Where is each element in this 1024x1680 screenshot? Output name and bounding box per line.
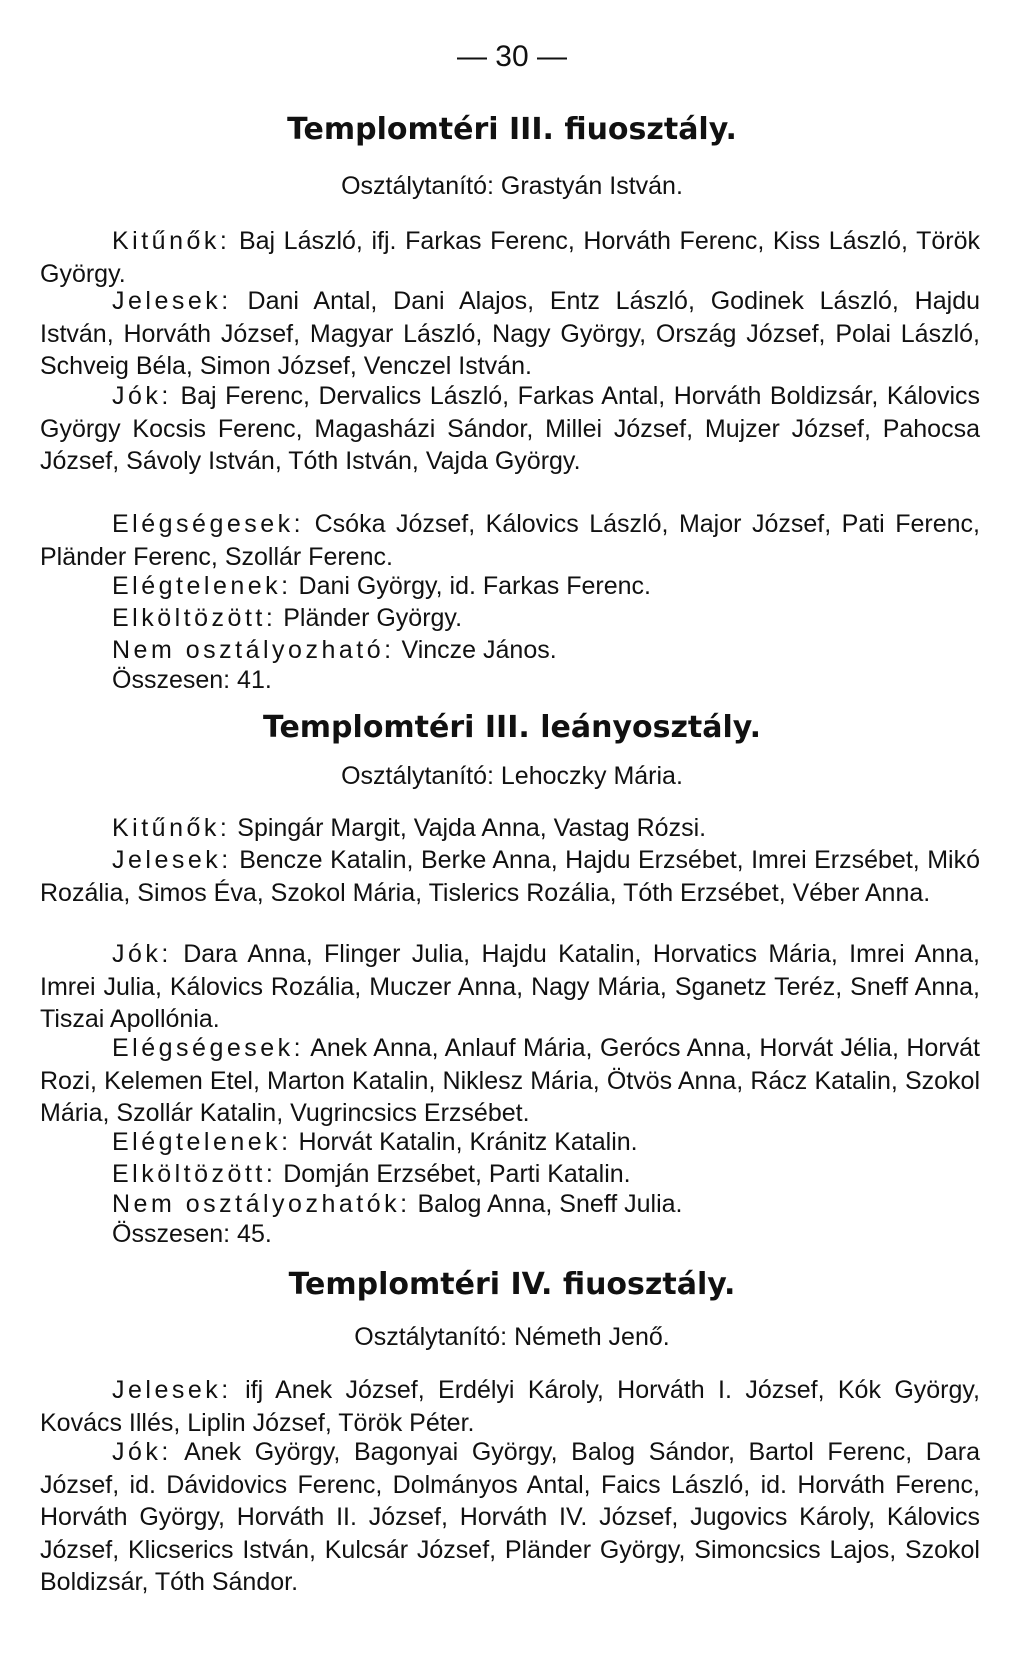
name-list: Spingár Margit, Vajda Anna, Vastag Rózsi. xyxy=(230,814,707,842)
category-label: Kitűnők: xyxy=(112,814,231,842)
page-number: — 30 — xyxy=(456,40,568,73)
category-label: Elégtelenek: xyxy=(112,1128,292,1156)
teacher-line: Osztálytanító: Lehoczky Mária. xyxy=(341,762,683,790)
section-title: Templomtéri III. fiuosztály. xyxy=(287,112,737,147)
name-list: Baj Ferenc, Dervalics László, Farkas Antal, Horváth Boldizsár, Kálovics György Kocsis Ferenc, Magasházi Sándor, Millei József, Mujzer József, Pahocsa József, Sávoly István, Tóth István, Vajda György. xyxy=(40,382,980,475)
name-list: Összesen: 41. xyxy=(112,666,272,694)
teacher-line: Osztálytanító: Grastyán István. xyxy=(341,172,683,200)
category-label: Jelesek: xyxy=(112,1376,232,1404)
paragraph xyxy=(40,602,980,635)
category-label: Jók: xyxy=(112,940,172,968)
teacher-line: Osztálytanító: Németh Jenő. xyxy=(354,1323,670,1351)
paragraph xyxy=(40,1374,980,1439)
category-label: Elégségesek: xyxy=(112,1034,305,1062)
paragraph xyxy=(40,1436,980,1599)
category-label: Jók: xyxy=(112,1438,172,1466)
name-list: Pländer György. xyxy=(276,604,463,632)
name-list: Balog Anna, Sneff Julia. xyxy=(410,1190,683,1218)
category-label: Elégségesek: xyxy=(112,510,305,538)
total-line xyxy=(40,664,980,697)
total-line xyxy=(40,1218,980,1251)
paragraph xyxy=(40,1032,980,1130)
name-list: Bencze Katalin, Berke Anna, Hajdu Erzsébet, Imrei Erzsébet, Mikó Rozália, Simos Éva, Szokol Mária, Tislerics Rozália, Tóth Erzsébet, Véber Anna. xyxy=(40,846,980,907)
category-label: Elégtelenek: xyxy=(112,572,292,600)
category-label: Jók: xyxy=(112,382,172,410)
paragraph xyxy=(40,1126,980,1159)
category-label: Jelesek: xyxy=(112,846,232,874)
name-list: Dani György, id. Farkas Ferenc. xyxy=(291,572,651,600)
paragraph xyxy=(40,812,980,845)
category-label: Kitűnők: xyxy=(112,227,231,255)
paragraph xyxy=(40,938,980,1036)
paragraph xyxy=(40,380,980,478)
name-list: Anek Anna, Anlauf Mária, Gerócs Anna, Horvát Jélia, Horvát Rozi, Kelemen Etel, Marton Katalin, Niklesz Mária, Ötvös Anna, Rácz Katalin, Szokol Mária, Szollár Katalin, Vugrincsics Erzsébet. xyxy=(40,1034,980,1127)
name-list: Anek György, Bagonyai György, Balog Sándor, Bartol Ferenc, Dara József, id. Dávidovics Ferenc, Dolmányos Antal, Faics László, id. Horváth Ferenc, Horváth György, Horváth II. József, Horváth IV. József, Jugovics Károly, Kálovics József, Klicserics István, Kulcsár József, Pländer György, Simoncsics Lajos, Szokol Boldizsár, Tóth Sándor. xyxy=(40,1438,980,1596)
category-label: Jelesek: xyxy=(112,287,232,315)
name-list: Baj László, ifj. Farkas Ferenc, Horváth Ferenc, Kiss László, Török György. xyxy=(40,227,980,288)
paragraph xyxy=(40,844,980,909)
paragraph xyxy=(40,570,980,603)
name-list: Horvát Katalin, Kránitz Katalin. xyxy=(291,1128,638,1156)
paragraph xyxy=(40,285,980,383)
category-label: Elköltözött: xyxy=(112,1160,277,1188)
category-label: Nem osztályozható: xyxy=(112,636,395,664)
name-list: Dara Anna, Flinger Julia, Hajdu Katalin, Horvatics Mária, Imrei Anna, Imrei Julia, Kálovics Rozália, Muczer Anna, Nagy Mária, Sganetz Teréz, Sneff Anna, Tiszai Apollónia. xyxy=(40,940,980,1033)
paragraph xyxy=(40,1158,980,1191)
name-list: Összesen: 45. xyxy=(112,1220,272,1248)
name-list: Domján Erzsébet, Parti Katalin. xyxy=(276,1160,631,1188)
category-label: Nem osztályozhatók: xyxy=(112,1190,411,1218)
section-title: Templomtéri III. leányosztály. xyxy=(262,710,762,745)
name-list: ifj Anek József, Erdélyi Károly, Horváth I. József, Kók György, Kovács Illés, Liplin József, Török Péter. xyxy=(40,1376,980,1437)
section-title: Templomtéri IV. fiuosztály. xyxy=(288,1267,736,1302)
paragraph xyxy=(40,1188,980,1221)
name-list: Csóka József, Kálovics László, Major József, Pati Ferenc, Pländer Ferenc, Szollár Ferenc. xyxy=(40,510,980,571)
paragraph xyxy=(40,634,980,667)
paragraph xyxy=(40,508,980,573)
paragraph xyxy=(40,225,980,290)
name-list: Dani Antal, Dani Alajos, Entz László, Godinek László, Hajdu István, Horváth József, Magyar László, Nagy György, Ország József, Polai László, Schveig Béla, Simon József, Venczel István. xyxy=(40,287,980,380)
category-label: Elköltözött: xyxy=(112,604,277,632)
name-list: Vincze János. xyxy=(394,636,557,664)
